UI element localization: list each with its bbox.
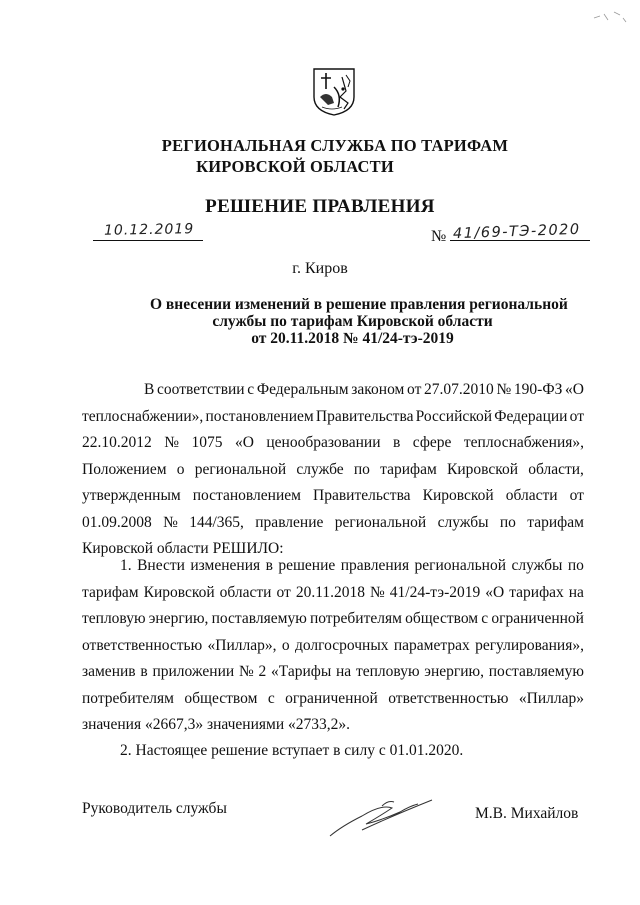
paragraph-line: значения «2667,3» значениями «2733,2». bbox=[82, 716, 350, 733]
word: соответствии bbox=[157, 381, 245, 398]
word: правления bbox=[340, 557, 410, 574]
word: ограниченной bbox=[491, 610, 584, 627]
word: «О bbox=[485, 583, 505, 601]
word: службы bbox=[437, 513, 489, 531]
number-label: № bbox=[431, 228, 447, 245]
decision-number-handwritten: 41/69-ТЭ-2020 bbox=[452, 221, 581, 243]
decision-subject bbox=[150, 296, 568, 347]
word: тарифах bbox=[509, 583, 564, 601]
paragraph-line bbox=[82, 633, 584, 660]
paragraph-line bbox=[82, 580, 584, 607]
decision-item-2 bbox=[82, 738, 584, 765]
signatory-name: М.В. Михайлов bbox=[475, 805, 579, 822]
word: 01.09.2008 bbox=[82, 513, 152, 531]
decision-item-1 bbox=[82, 553, 584, 739]
word: службы bbox=[511, 557, 563, 574]
paragraph-line bbox=[82, 659, 584, 686]
paragraph-line bbox=[82, 686, 584, 713]
word: от bbox=[569, 487, 584, 504]
word: 1075 bbox=[191, 434, 223, 451]
word: решение bbox=[278, 557, 336, 574]
word: по bbox=[567, 557, 584, 574]
word: поставляемую bbox=[488, 663, 584, 680]
word: от bbox=[276, 583, 291, 601]
word: области bbox=[505, 487, 558, 504]
word: 20.11.2018 bbox=[295, 583, 365, 601]
word: 41/24-тэ-2019 bbox=[389, 583, 481, 601]
word: региональной bbox=[414, 557, 507, 574]
word: обществом bbox=[184, 689, 258, 707]
paragraph-line bbox=[82, 510, 584, 537]
word: Кировской bbox=[446, 460, 519, 478]
paragraph-line bbox=[82, 606, 584, 633]
word: 27.07.2010 bbox=[424, 381, 494, 398]
document-title: РЕШЕНИЕ ПРАВЛЕНИЯ bbox=[205, 196, 435, 217]
word: параметрах bbox=[393, 636, 470, 654]
word: постановлением bbox=[205, 407, 314, 425]
word: сфере bbox=[412, 434, 452, 451]
word: тарифам bbox=[380, 460, 437, 478]
word: ценообразовании bbox=[266, 434, 381, 451]
word: Российской bbox=[415, 407, 493, 425]
word: области, bbox=[528, 460, 584, 478]
word: ответственностью bbox=[82, 636, 203, 654]
corner-scribble-mark bbox=[590, 6, 630, 26]
word: Федеральным bbox=[256, 381, 349, 398]
word: правление bbox=[255, 513, 324, 531]
subject-line: службы по тарифам Кировской области bbox=[212, 313, 493, 330]
word: о bbox=[281, 636, 290, 654]
word: тарифам bbox=[82, 583, 139, 601]
word: теплоснабжения», bbox=[463, 434, 584, 451]
paragraph-line bbox=[82, 483, 584, 510]
word: в bbox=[265, 557, 273, 574]
word: Правительства bbox=[313, 487, 411, 504]
word: с bbox=[481, 610, 489, 627]
word: «Пиллар» bbox=[518, 689, 584, 707]
city-name: г. Киров bbox=[292, 260, 348, 277]
word: № bbox=[163, 513, 178, 531]
word: «О bbox=[234, 434, 254, 451]
word: тепловую bbox=[82, 610, 146, 627]
word: ответственностью bbox=[388, 689, 509, 707]
word: долгосрочных bbox=[294, 636, 389, 654]
word: 190-ФЗ bbox=[513, 381, 563, 398]
word: «О bbox=[565, 381, 584, 398]
word: энергию, bbox=[148, 610, 209, 627]
word: поставляемую bbox=[211, 610, 307, 627]
paragraph-line bbox=[82, 404, 584, 431]
word: Федерации bbox=[494, 407, 568, 425]
word: в bbox=[140, 663, 148, 680]
word: № bbox=[164, 434, 180, 451]
word: законом bbox=[351, 381, 405, 398]
word: теплоснабжении», bbox=[82, 407, 204, 425]
word: по bbox=[353, 460, 370, 478]
word: № bbox=[370, 583, 385, 601]
word: постановлением bbox=[192, 487, 301, 504]
word: ограниченной bbox=[285, 689, 378, 707]
word: 22.10.2012 bbox=[82, 434, 152, 451]
signatory-role: Руководитель службы bbox=[82, 800, 227, 817]
word: от bbox=[407, 381, 422, 398]
word: заменив bbox=[82, 663, 136, 680]
word: службе bbox=[296, 460, 344, 478]
word: тепловую bbox=[355, 663, 420, 680]
paragraph-line bbox=[82, 553, 584, 580]
word: по bbox=[499, 513, 516, 531]
word: Внести bbox=[137, 557, 185, 574]
coat-of-arms-icon bbox=[312, 67, 356, 117]
word: приложении bbox=[152, 663, 235, 680]
word: Кировской bbox=[422, 487, 494, 504]
word: обществом bbox=[405, 610, 479, 627]
word: тарифам bbox=[527, 513, 584, 531]
organization-name-line2: КИРОВСКОЙ ОБЛАСТИ bbox=[196, 157, 394, 176]
word: В bbox=[144, 381, 155, 398]
paragraph-line bbox=[82, 457, 584, 484]
word: на bbox=[568, 583, 584, 601]
decision-date-handwritten: 10.12.2019 bbox=[103, 221, 195, 239]
word: утвержденным bbox=[82, 487, 181, 504]
subject-line: от 20.11.2018 № 41/24-тэ-2019 bbox=[251, 330, 454, 347]
paragraph-line: 2. Настоящее решение вступает в силу с 01.01.2020. bbox=[120, 742, 464, 759]
subject-line: О внесении изменений в решение правления региональной bbox=[150, 296, 568, 313]
word: «Тарифы bbox=[271, 663, 332, 680]
word: в bbox=[393, 434, 401, 451]
word: области bbox=[219, 583, 272, 601]
word: потребителям bbox=[82, 689, 174, 707]
word: 144/365, bbox=[189, 513, 244, 531]
word: с bbox=[267, 689, 275, 707]
preamble-paragraph bbox=[82, 377, 584, 563]
word: Правительства bbox=[315, 407, 414, 425]
word: Положением bbox=[82, 460, 167, 478]
word: региональной bbox=[194, 460, 287, 478]
word: 1. bbox=[120, 557, 132, 574]
word: № bbox=[238, 663, 254, 680]
word: энергию, bbox=[424, 663, 484, 680]
word: 2 bbox=[258, 663, 267, 680]
paragraph-line bbox=[82, 430, 584, 457]
word: № bbox=[496, 381, 512, 398]
word: на bbox=[336, 663, 352, 680]
organization-name-line1: РЕГИОНАЛЬНАЯ СЛУЖБА ПО ТАРИФАМ bbox=[161, 136, 509, 155]
word: региональной bbox=[334, 513, 427, 531]
word: «Пиллар», bbox=[207, 636, 277, 654]
word: регулирования», bbox=[475, 636, 584, 654]
handwritten-signature bbox=[322, 786, 442, 846]
word: о bbox=[176, 460, 185, 478]
word: с bbox=[247, 381, 255, 398]
word: изменения bbox=[190, 557, 261, 574]
paragraph-line bbox=[82, 377, 584, 404]
word: Кировской bbox=[143, 583, 215, 601]
word: потребителям bbox=[309, 610, 402, 627]
word: от bbox=[569, 407, 584, 425]
paragraph-line: Кировской области РЕШИЛО: bbox=[82, 540, 284, 557]
